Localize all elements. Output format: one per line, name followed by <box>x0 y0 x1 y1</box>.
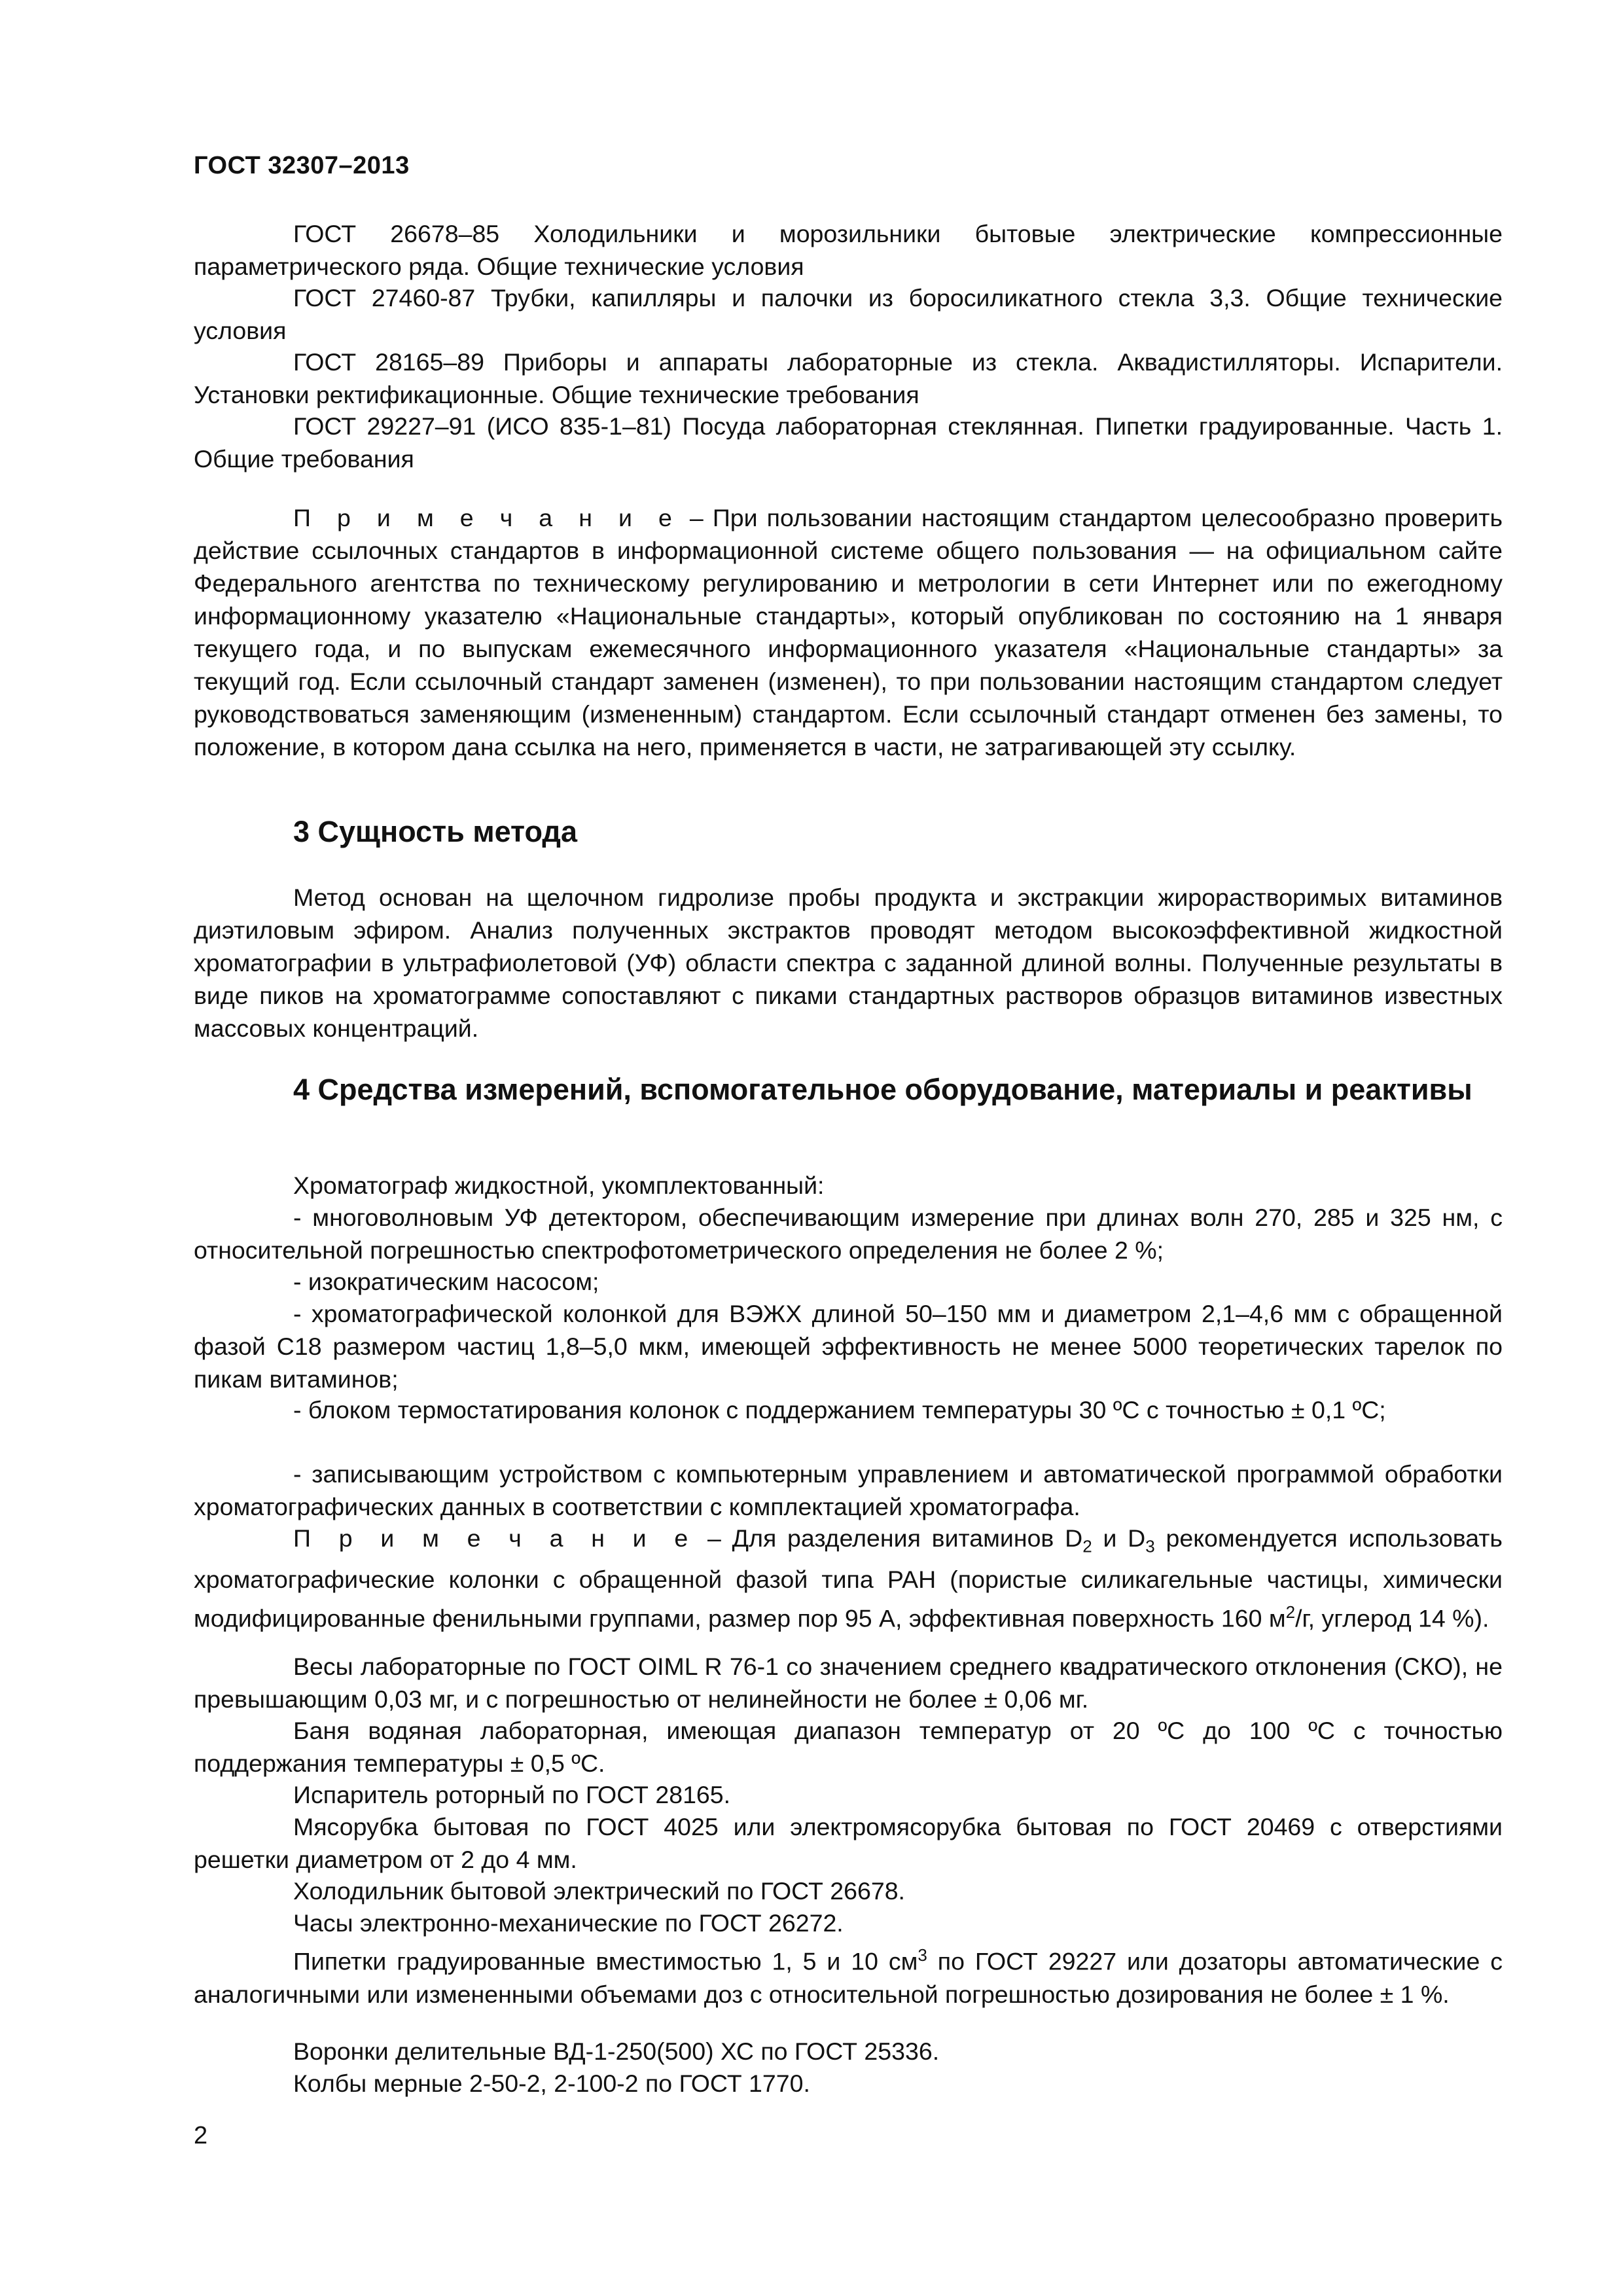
chromatograph-item-column: - хроматографической колонкой для ВЭЖХ длиной 50–150 мм и диаметром 2,1–4,6 мм с обращенной фазой С18 размером частиц 1,8–5,0 мкм, имеющей эффективность не менее 5000 теоретических тарелок по пикам витаминов; <box>194 1300 1503 1393</box>
note-vitamin-d-text-3: рекомендуется использовать хроматографические колонки с обращенной фазой типа PAH (пористые силикагельные частицы, химически модифицированные фенильными группами, размер пор 95 А, эффективная поверхность 160 м <box>194 1524 1503 1632</box>
chromatograph-intro: Хроматограф жидкостной, укомплектованный: <box>293 1172 825 1199</box>
reference-gost-28165: ГОСТ 28165–89 Приборы и аппараты лабораторные из стекла. Аквадистилляторы. Испарители. Установки ректификационные. Общие технические требования <box>194 348 1503 408</box>
document-code-header: ГОСТ 32307–2013 <box>194 152 410 179</box>
equipment-water-bath: Баня водяная лабораторная, имеющая диапазон температур от 20 ºС до 100 ºС с точностью поддержания температуры ± 0,5 ºС. <box>194 1717 1503 1777</box>
note-vitamin-d-label: П р и м е ч а н и е <box>293 1524 697 1552</box>
note-vitamin-d <box>194 1522 1503 1634</box>
equipment-flasks: Колбы мерные 2-50-2, 2-100-2 по ГОСТ 1770. <box>293 2070 810 2097</box>
note-vitamin-d-text-4: /г, углерод 14 %). <box>1295 1604 1489 1632</box>
superscript-3: 3 <box>918 1945 927 1965</box>
equipment-pipettes <box>194 1939 1503 2011</box>
note-text: – При пользовании настоящим стандартом целесообразно проверить действие ссылочных стандартов в информационной системе общего пользования — на официальном сайте Федерального агентства по техническому регулированию и метрологии в сети Интернет или по ежегодному информационному указателю «Национальные стандарты», который опубликован по состоянию на 1 января текущего года, и по выпускам ежемесячного информационного указателя «Национальные стандарты» за текущий год. Если ссылочный стандарт заменен (изменен), то при пользовании настоящим стандартом следует руководствоваться заменяющим (измененным) стандартом. Если ссылочный стандарт отменен без замены, то положение, в котором дана ссылка на него, применяется в части, не затрагивающей эту ссылку. <box>194 504 1503 761</box>
equipment-fridge: Холодильник бытовой электрический по ГОСТ 26678. <box>293 1877 905 1905</box>
pipettes-text-1: Пипетки градуированные вместимостью 1, 5 и 10 см <box>293 1947 918 1975</box>
reference-gost-29227: ГОСТ 29227–91 (ИСО 835-1–81) Посуда лабораторная стеклянная. Пипетки градуированные. Часть 1. Общие требования <box>194 412 1503 473</box>
section-3-title: 3 Сущность метода <box>293 815 577 848</box>
superscript-2: 2 <box>1285 1602 1296 1622</box>
note-vitamin-d-text-1: – Для разделения витаминов D <box>696 1524 1083 1552</box>
subscript-3: 3 <box>1145 1536 1155 1556</box>
section-3-text: Метод основан на щелочном гидролизе пробы продукта и экстракции жирорастворимых витаминов диэтиловым эфиром. Анализ полученных экстрактов проводят методом высокоэффективной жидкостной хроматографии в ультрафиолетовой (УФ) области спектра с заданной длиной волны. Полученные результаты в виде пиков на хроматограмме сопоставляют с пиками стандартных растворов образцов витаминов известных массовых концентраций. <box>194 884 1503 1042</box>
note-references <box>194 501 1503 763</box>
chromatograph-item-thermostat: - блоком термостатирования колонок с поддержанием температуры 30 ºС с точностью ± 0,1 ºС; <box>293 1396 1386 1424</box>
chromatograph-item-detector: - многоволновым УФ детектором, обеспечивающим измерение при длинах волн 270, 285 и 325 нм, с относительной погрешностью спектрофотометрического определения не более 2 %; <box>194 1204 1503 1264</box>
subscript-2: 2 <box>1082 1536 1092 1556</box>
page-number: 2 <box>194 2122 208 2149</box>
chromatograph-item-pump: - изократическим насосом; <box>293 1268 599 1295</box>
reference-gost-27460: ГОСТ 27460-87 Трубки, капилляры и палочки из боросиликатного стекла 3,3. Общие технические условия <box>194 284 1503 344</box>
note-vitamin-d-text-2: и D <box>1092 1524 1146 1552</box>
chromatograph-item-recorder: - записывающим устройством с компьютерным управлением и автоматической программой обработки хроматографических данных в соответствии с комплектацией хроматографа. <box>194 1460 1503 1520</box>
section-4-title: 4 Средства измерений, вспомогательное оборудование, материалы и реактивы <box>293 1073 1472 1106</box>
equipment-scales: Весы лабораторные по ГОСТ OIML R 76-1 со значением среднего квадратического отклонения (СКО), не превышающим 0,03 мг, и с погрешностью от нелинейности не более ± 0,06 мг. <box>194 1653 1503 1713</box>
equipment-funnels: Воронки делительные ВД-1-250(500) ХС по ГОСТ 25336. <box>293 2037 940 2065</box>
pipettes-text-2: по ГОСТ 29227 или дозаторы автоматические с аналогичными или измененными объемами доз с относительной погрешностью дозирования не более ± 1 %. <box>194 1947 1503 2008</box>
equipment-evaporator: Испаритель роторный по ГОСТ 28165. <box>293 1781 731 1808</box>
reference-gost-26678: ГОСТ 26678–85 Холодильники и морозильники бытовые электрические компрессионные параметрического ряда. Общие технические условия <box>194 220 1503 280</box>
equipment-clock: Часы электронно-механические по ГОСТ 26272. <box>293 1909 844 1937</box>
note-label: П р и м е ч а н и е <box>293 504 681 531</box>
equipment-meat-grinder: Мясорубка бытовая по ГОСТ 4025 или электромясорубка бытовая по ГОСТ 20469 с отверстиями решетки диаметром от 2 до 4 мм. <box>194 1813 1503 1873</box>
